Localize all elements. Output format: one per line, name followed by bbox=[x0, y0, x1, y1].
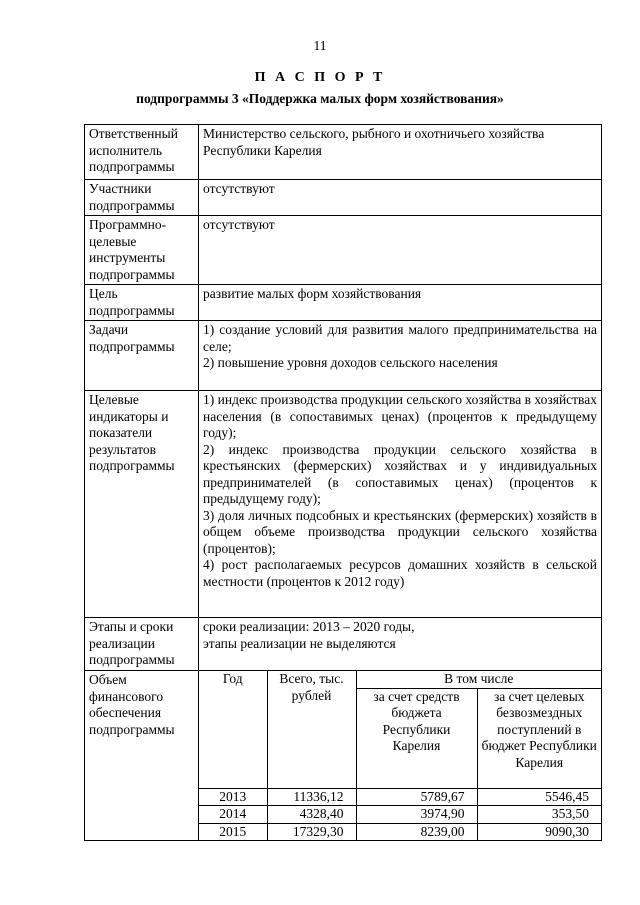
header-total: Всего, тыс. рублей bbox=[267, 671, 356, 788]
row-value bbox=[199, 321, 602, 391]
cell-grants: 9090,30 bbox=[477, 823, 601, 840]
row-label: Программно-целевые инструменты подпрограммы bbox=[85, 216, 199, 285]
table-row bbox=[199, 806, 601, 824]
indicator-item: 2) индекс производства продукции сельского хозяйства в крестьянских (фермерских) хозяйствах и у индивидуальных предпринимателей (в сопоставимых ценах) (процентов к предыдущему году); bbox=[203, 441, 597, 506]
row-label: Целевые индикаторы и показатели результатов подпрограммы bbox=[85, 391, 199, 618]
row-stages bbox=[85, 618, 602, 671]
indicator-item: 4) рост располагаемых ресурсов домашних хозяйств в сельской местности (процентов к 2012 году) bbox=[203, 557, 597, 589]
header-grants: за счет целевых безвозмездных поступлений в бюджет Республики Карелия bbox=[477, 688, 601, 788]
row-value: отсутствуют bbox=[199, 180, 602, 216]
cell-budget: 8239,00 bbox=[356, 823, 477, 840]
indicator-item: 1) индекс производства продукции сельского хозяйства в хозяйствах населения (в сопоставимых ценах) (процентов к предыдущему году); bbox=[203, 392, 597, 440]
cell-total: 17329,30 bbox=[267, 823, 356, 840]
row-participants bbox=[85, 180, 602, 216]
row-goal bbox=[85, 285, 602, 321]
cell-year: 2013 bbox=[199, 788, 267, 806]
financing-header-row bbox=[199, 671, 601, 688]
financing-table bbox=[199, 671, 601, 840]
row-label: Этапы и сроки реализации подпрограммы bbox=[85, 618, 199, 671]
document-title: П А С П О Р Т bbox=[254, 70, 386, 85]
row-value: развитие малых форм хозяйствования bbox=[199, 285, 602, 321]
row-instruments bbox=[85, 216, 602, 285]
cell-budget: 5789,67 bbox=[356, 788, 477, 806]
header-including: В том числе bbox=[356, 671, 601, 688]
row-label: Объем финансового обеспечения подпрограммы bbox=[85, 671, 199, 841]
row-label: Задачи подпрограммы bbox=[85, 321, 199, 391]
cell-budget: 3974,90 bbox=[356, 806, 477, 824]
indicator-item: 3) доля личных подсобных и крестьянских (фермерских) хозяйств в общем объеме производства продукции сельского хозяйства (процентов); bbox=[203, 507, 597, 556]
table-row bbox=[199, 788, 601, 806]
row-label: Цель подпрограммы bbox=[85, 285, 199, 321]
table-row bbox=[199, 823, 601, 840]
document-subtitle: подпрограммы 3 «Поддержка малых форм хозяйствования» bbox=[136, 91, 504, 106]
row-label: Участники подпрограммы bbox=[85, 180, 199, 216]
cell-total: 4328,40 bbox=[267, 806, 356, 824]
stage-line: сроки реализации: 2013 – 2020 годы, bbox=[203, 619, 415, 634]
header-year: Год bbox=[199, 671, 267, 788]
task-item: 1) создание условий для развития малого предпринимательства на селе; bbox=[203, 322, 597, 354]
cell-grants: 5546,45 bbox=[477, 788, 601, 806]
cell-grants: 353,50 bbox=[477, 806, 601, 824]
row-value bbox=[199, 618, 602, 671]
stage-line: этапы реализации не выделяются bbox=[203, 635, 396, 651]
row-value: отсутствуют bbox=[199, 216, 602, 285]
row-label: Ответственный исполнитель подпрограммы bbox=[85, 125, 199, 180]
row-value: Министерство сельского, рыбного и охотничьего хозяйства Республики Карелия bbox=[199, 125, 602, 180]
row-indicators bbox=[85, 391, 602, 618]
header-budget: за счет средств бюджета Республики Карелия bbox=[356, 688, 477, 788]
row-value bbox=[199, 391, 602, 618]
page-number: 11 bbox=[313, 38, 327, 53]
cell-year: 2015 bbox=[199, 823, 267, 840]
row-executor bbox=[85, 125, 602, 180]
row-tasks bbox=[85, 321, 602, 391]
task-item: 2) повышение уровня доходов сельского населения bbox=[203, 355, 498, 370]
cell-year: 2014 bbox=[199, 806, 267, 824]
row-financing bbox=[85, 671, 602, 841]
passport-table bbox=[84, 124, 602, 841]
cell-total: 11336,12 bbox=[267, 788, 356, 806]
financing-cell bbox=[199, 671, 602, 841]
